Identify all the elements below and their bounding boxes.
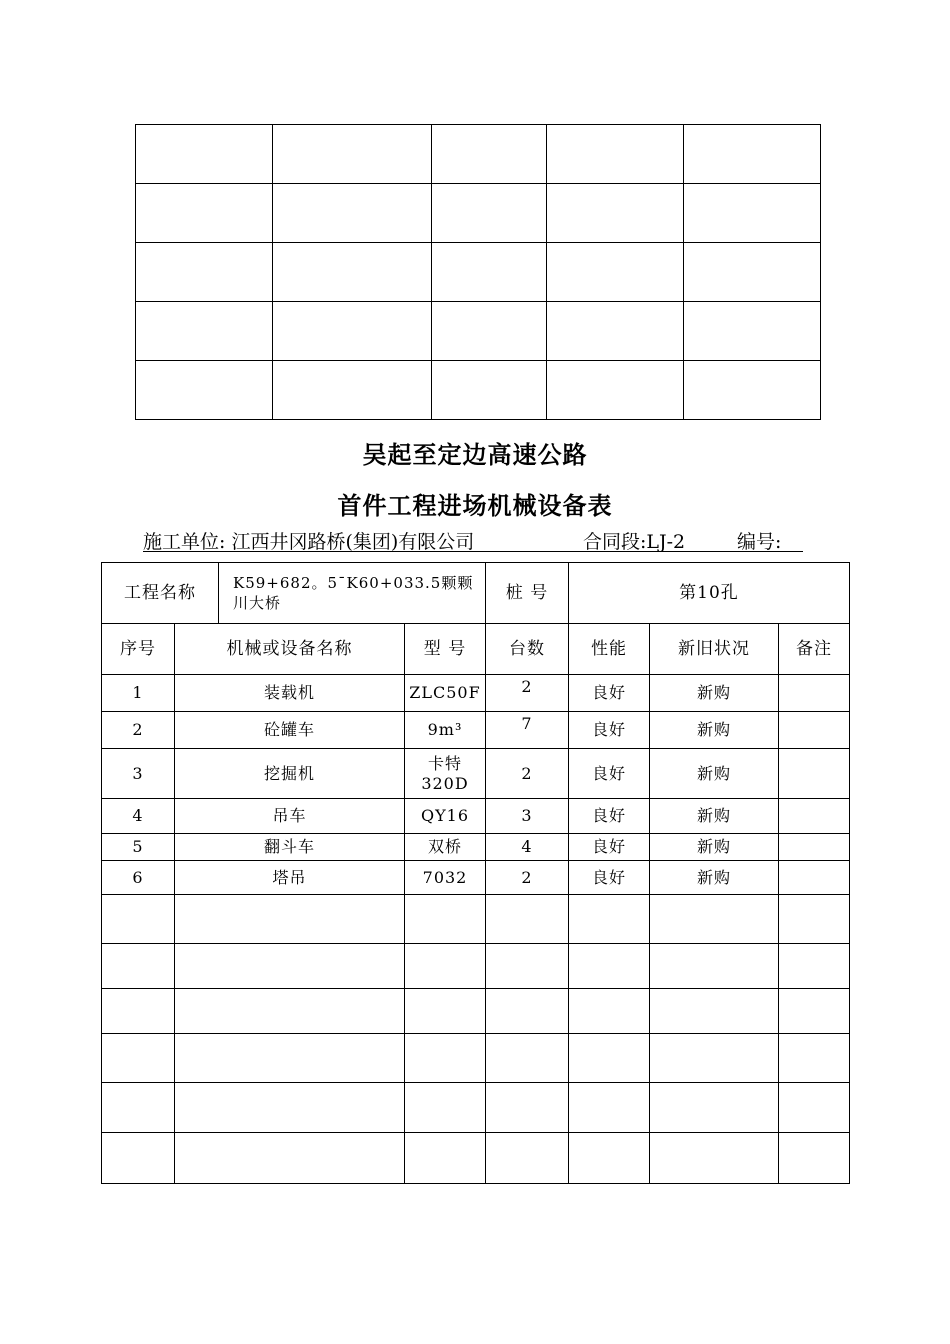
table-row <box>136 302 821 361</box>
row-condition: 新购 <box>650 799 779 834</box>
table-row <box>102 799 850 834</box>
table-row-empty <box>102 944 850 989</box>
row-name: 装载机 <box>175 675 405 712</box>
col-header-no: 序号 <box>102 624 175 675</box>
row-name: 塔吊 <box>175 861 405 895</box>
equipment-table <box>101 562 850 1184</box>
table-row <box>102 675 850 712</box>
row-no: 1 <box>102 675 175 712</box>
table-row <box>136 243 821 302</box>
row-condition: 新购 <box>650 712 779 749</box>
document-subtitle: 首件工程进场机械设备表 <box>337 491 613 520</box>
table-row-empty <box>102 1133 850 1184</box>
row-performance: 良好 <box>569 834 650 861</box>
table-row <box>136 125 821 184</box>
row-name: 挖掘机 <box>175 749 405 799</box>
row-name: 翻斗车 <box>175 834 405 861</box>
row-model: 9m³ <box>405 712 486 749</box>
row-no: 6 <box>102 861 175 895</box>
row-performance: 良好 <box>569 749 650 799</box>
row-condition: 新购 <box>650 675 779 712</box>
row-no: 2 <box>102 712 175 749</box>
col-header-performance: 性能 <box>569 624 650 675</box>
row-name: 吊车 <box>175 799 405 834</box>
construction-unit: 施工单位: 江西井冈路桥(集团)有限公司 <box>143 531 475 553</box>
row-model: QY16 <box>405 799 486 834</box>
table-row <box>102 749 850 799</box>
row-note <box>779 861 850 895</box>
document-title: 吴起至定边高速公路 <box>362 440 588 469</box>
row-qty: 3 <box>486 799 569 834</box>
row-model: 双桥 <box>405 834 486 861</box>
document-code: 编号: <box>737 531 782 553</box>
col-header-name: 机械或设备名称 <box>175 624 405 675</box>
row-model: ZLC50F <box>405 675 486 712</box>
row-qty: 7 <box>486 712 569 749</box>
header-row <box>102 624 850 675</box>
col-header-model: 型 号 <box>405 624 486 675</box>
row-note <box>779 799 850 834</box>
table-row <box>102 861 850 895</box>
row-condition: 新购 <box>650 749 779 799</box>
col-header-qty: 台数 <box>486 624 569 675</box>
previous-table <box>135 124 821 420</box>
pile-label: 桩 号 <box>486 563 569 624</box>
row-no: 5 <box>102 834 175 861</box>
row-note <box>779 749 850 799</box>
project-name-label: 工程名称 <box>102 563 219 624</box>
table-row <box>136 184 821 243</box>
col-header-note: 备注 <box>779 624 850 675</box>
table-row-empty <box>102 1083 850 1133</box>
row-no: 4 <box>102 799 175 834</box>
row-performance: 良好 <box>569 861 650 895</box>
row-model: 卡特320D <box>405 749 486 799</box>
pile-value: 第10孔 <box>569 563 850 624</box>
row-qty: 4 <box>486 834 569 861</box>
project-name-value: K59+682。5¯K60+033.5颗颗川大桥 <box>219 563 486 624</box>
row-qty: 2 <box>486 675 569 712</box>
table-row <box>102 834 850 861</box>
row-note <box>779 834 850 861</box>
table-row-empty <box>102 989 850 1034</box>
table-row <box>102 712 850 749</box>
table-row-empty <box>102 1034 850 1083</box>
table-row-empty <box>102 895 850 944</box>
row-performance: 良好 <box>569 799 650 834</box>
col-header-condition: 新旧状况 <box>650 624 779 675</box>
contract-section: 合同段:LJ-2 <box>583 531 686 553</box>
row-condition: 新购 <box>650 861 779 895</box>
row-condition: 新购 <box>650 834 779 861</box>
row-model: 7032 <box>405 861 486 895</box>
row-performance: 良好 <box>569 675 650 712</box>
row-note <box>779 712 850 749</box>
row-note <box>779 675 850 712</box>
meta-line <box>143 527 803 552</box>
row-performance: 良好 <box>569 712 650 749</box>
project-row <box>102 563 850 624</box>
row-no: 3 <box>102 749 175 799</box>
table-row <box>136 361 821 420</box>
row-qty: 2 <box>486 749 569 799</box>
row-name: 砼罐车 <box>175 712 405 749</box>
row-qty: 2 <box>486 861 569 895</box>
